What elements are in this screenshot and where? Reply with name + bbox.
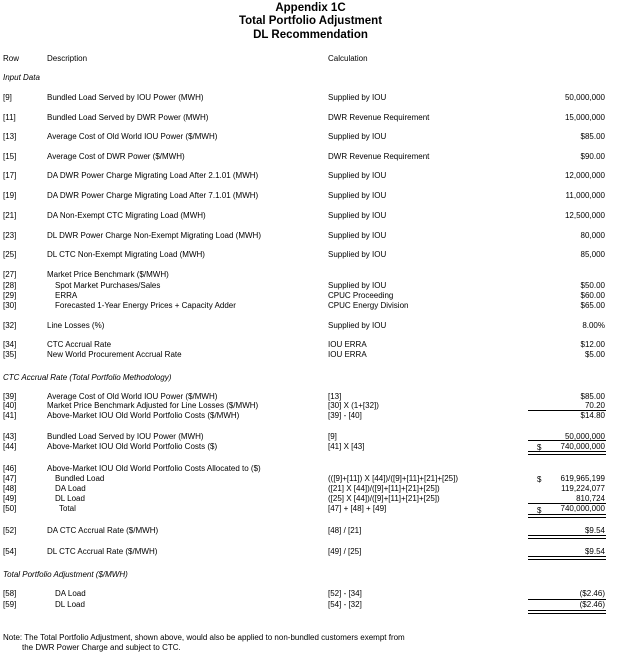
- footnote-line-2: the DWR Power Charge and subject to CTC.: [22, 643, 181, 652]
- row-calculation: Supplied by IOU: [328, 321, 387, 330]
- row-number: [48]: [3, 484, 17, 493]
- row-number: [59]: [3, 600, 17, 609]
- row-calculation: DWR Revenue Requirement: [328, 152, 430, 161]
- row-value: 810,724: [576, 494, 605, 503]
- row-value: $14.80: [580, 411, 605, 420]
- row-value: $60.00: [580, 291, 605, 300]
- row-number: [44]: [3, 442, 17, 451]
- row-calculation: CPUC Proceeding: [328, 291, 394, 300]
- row-value: 15,000,000: [564, 113, 605, 122]
- row-number: [58]: [3, 589, 17, 598]
- row-description: DA DWR Power Charge Migrating Load After 2.1.01 (MWH): [47, 171, 259, 180]
- row-value: 12,000,000: [564, 171, 605, 180]
- row-description: DA Load: [55, 484, 86, 493]
- row-number: [52]: [3, 526, 17, 535]
- row-description: New World Procurement Accrual Rate: [47, 350, 182, 359]
- row-calculation: [54] - [32]: [328, 600, 362, 609]
- row-number: [32]: [3, 321, 17, 330]
- header-calculation: Calculation: [328, 54, 368, 63]
- row-description: Above-Market IOU Old World Portfolio Costs ($): [47, 442, 218, 451]
- row-number: [9]: [3, 93, 12, 102]
- row-calculation: [47] + [48] + [49]: [328, 504, 387, 513]
- row-calculation: CPUC Energy Division: [328, 301, 409, 310]
- row-number: [35]: [3, 350, 17, 359]
- row-calculation: ([25] X [44])/([9]+[11]+[21]+[25]): [328, 494, 440, 503]
- double-underline-row-59: [528, 610, 606, 614]
- row-value: 619,965,199: [560, 474, 605, 483]
- row-calculation: [52] - [34]: [328, 589, 362, 598]
- row-calculation: Supplied by IOU: [328, 191, 387, 200]
- row-value: $85.00: [580, 392, 605, 401]
- dollar-sign-row-50: $: [537, 506, 542, 515]
- row-description: Bundled Load: [55, 474, 105, 483]
- row-number: [46]: [3, 464, 17, 473]
- row-number: [30]: [3, 301, 17, 310]
- row-value: 50,000,000: [564, 93, 605, 102]
- row-number: [50]: [3, 504, 17, 513]
- row-calculation: Supplied by IOU: [328, 211, 387, 220]
- underline-row-40: [528, 410, 606, 411]
- row-value: 80,000: [580, 231, 605, 240]
- row-value: ($2.46): [579, 600, 605, 609]
- row-number: [34]: [3, 340, 17, 349]
- row-value: $50.00: [580, 281, 605, 290]
- row-description: DL CTC Accrual Rate ($/MWH): [47, 547, 158, 556]
- row-number: [41]: [3, 411, 17, 420]
- row-number: [54]: [3, 547, 17, 556]
- row-number: [28]: [3, 281, 17, 290]
- section-ctc-accrual: CTC Accrual Rate (Total Portfolio Methodology): [3, 373, 172, 382]
- row-description: Total: [59, 504, 76, 513]
- row-value: $5.00: [584, 350, 605, 359]
- row-value: $65.00: [580, 301, 605, 310]
- row-calculation: Supplied by IOU: [328, 93, 387, 102]
- row-description: Average Cost of Old World IOU Power ($/MWH): [47, 392, 218, 401]
- row-value: 740,000,000: [560, 442, 605, 451]
- double-underline-row-54: [528, 556, 606, 560]
- row-description: DL Load: [55, 600, 85, 609]
- header-row: Row: [3, 54, 20, 63]
- row-value: $85.00: [580, 132, 605, 141]
- title-line-3: DL Recommendation: [253, 29, 368, 41]
- underline-row-58: [528, 599, 606, 600]
- row-description: CTC Accrual Rate: [47, 340, 112, 349]
- row-description: DL Load: [55, 494, 85, 503]
- row-number: [27]: [3, 270, 17, 279]
- row-calculation: Supplied by IOU: [328, 250, 387, 259]
- row-calculation: Supplied by IOU: [328, 281, 387, 290]
- row-number: [49]: [3, 494, 17, 503]
- row-number: [19]: [3, 191, 17, 200]
- dollar-sign-row-47: $: [537, 475, 542, 484]
- row-value: 85,000: [580, 250, 605, 259]
- row-value: 119,224,077: [561, 484, 605, 493]
- row-description: ERRA: [55, 291, 78, 300]
- row-number: [13]: [3, 132, 17, 141]
- header-description: Description: [47, 54, 88, 63]
- row-description: Bundled Load Served by IOU Power (MWH): [47, 432, 204, 441]
- row-value: 12,500,000: [564, 211, 605, 220]
- row-value: 740,000,000: [560, 504, 605, 513]
- row-calculation: DWR Revenue Requirement: [328, 113, 430, 122]
- row-calculation: Supplied by IOU: [328, 132, 387, 141]
- underline-row-43: [528, 440, 606, 441]
- row-description: Market Price Benchmark Adjusted for Line Losses ($/MWH): [47, 401, 259, 410]
- row-description: DA CTC Accrual Rate ($/MWH): [47, 526, 159, 535]
- double-underline-row-52: [528, 535, 606, 539]
- row-description: Forecasted 1-Year Energy Prices + Capacity Adder: [55, 301, 236, 310]
- row-description: Above-Market IOU Old World Portfolio Costs Allocated to ($): [47, 464, 261, 473]
- row-calculation: (([9]+[11]) X [44])/([9]+[11]+[21]+[25]): [328, 474, 458, 483]
- row-number: [21]: [3, 211, 17, 220]
- footnote-line-1: Note: The Total Portfolio Adjustment, shown above, would also be applied to non-bundled customers exempt from: [3, 633, 405, 642]
- row-calculation: [30] X (1+[32]): [328, 401, 379, 410]
- row-value: $12.00: [580, 340, 605, 349]
- underline-row-49: [528, 503, 606, 504]
- row-description: Average Cost of Old World IOU Power ($/MWH): [47, 132, 218, 141]
- row-calculation: [41] X [43]: [328, 442, 365, 451]
- row-calculation: IOU ERRA: [328, 340, 367, 349]
- row-value: 11,000,000: [565, 191, 605, 200]
- row-calculation: Supplied by IOU: [328, 231, 387, 240]
- row-value: $9.54: [584, 526, 605, 535]
- dollar-sign-row-44: $: [537, 443, 542, 452]
- row-description: Bundled Load Served by DWR Power (MWH): [47, 113, 209, 122]
- row-calculation: Supplied by IOU: [328, 171, 387, 180]
- row-calculation: [13]: [328, 392, 342, 401]
- row-number: [11]: [3, 113, 16, 122]
- row-value: $9.54: [584, 547, 605, 556]
- row-description: DA Load: [55, 589, 86, 598]
- row-calculation: [9]: [328, 432, 337, 441]
- row-description: DA Non-Exempt CTC Migrating Load (MWH): [47, 211, 206, 220]
- section-total-portfolio-adjustment: Total Portfolio Adjustment ($/MWH): [3, 570, 128, 579]
- row-number: [39]: [3, 392, 17, 401]
- section-input-data: Input Data: [3, 73, 40, 82]
- row-description: Bundled Load Served by IOU Power (MWH): [47, 93, 204, 102]
- row-value: ($2.46): [579, 589, 605, 598]
- row-number: [17]: [3, 171, 17, 180]
- row-calculation: [48] / [21]: [328, 526, 362, 535]
- row-calculation: ([21] X [44])/([9]+[11]+[21]+[25]): [328, 484, 440, 493]
- row-number: [43]: [3, 432, 17, 441]
- row-value: $90.00: [580, 152, 605, 161]
- row-number: [29]: [3, 291, 17, 300]
- row-value: 70.20: [584, 401, 605, 410]
- row-description: DL DWR Power Charge Non-Exempt Migrating Load (MWH): [47, 231, 261, 240]
- row-value: 8.00%: [582, 321, 605, 330]
- row-description: Spot Market Purchases/Sales: [55, 281, 161, 290]
- row-description: Line Losses (%): [47, 321, 105, 330]
- row-number: [47]: [3, 474, 17, 483]
- row-description: DL CTC Non-Exempt Migrating Load (MWH): [47, 250, 205, 259]
- row-number: [23]: [3, 231, 17, 240]
- row-description: Market Price Benchmark ($/MWH): [47, 270, 169, 279]
- row-description: Above-Market IOU Old World Portfolio Costs ($/MWH): [47, 411, 240, 420]
- row-number: [15]: [3, 152, 17, 161]
- title-line-1: Appendix 1C: [275, 2, 346, 14]
- row-number: [40]: [3, 401, 17, 410]
- row-calculation: IOU ERRA: [328, 350, 367, 359]
- row-calculation: [49] / [25]: [328, 547, 362, 556]
- title-line-2: Total Portfolio Adjustment: [238, 15, 383, 27]
- row-number: [25]: [3, 250, 17, 259]
- row-calculation: [39] - [40]: [328, 411, 362, 420]
- row-description: DA DWR Power Charge Migrating Load After 7.1.01 (MWH): [47, 191, 259, 200]
- row-description: Average Cost of DWR Power ($/MWH): [47, 152, 185, 161]
- row-value: 50,000,000: [564, 432, 605, 441]
